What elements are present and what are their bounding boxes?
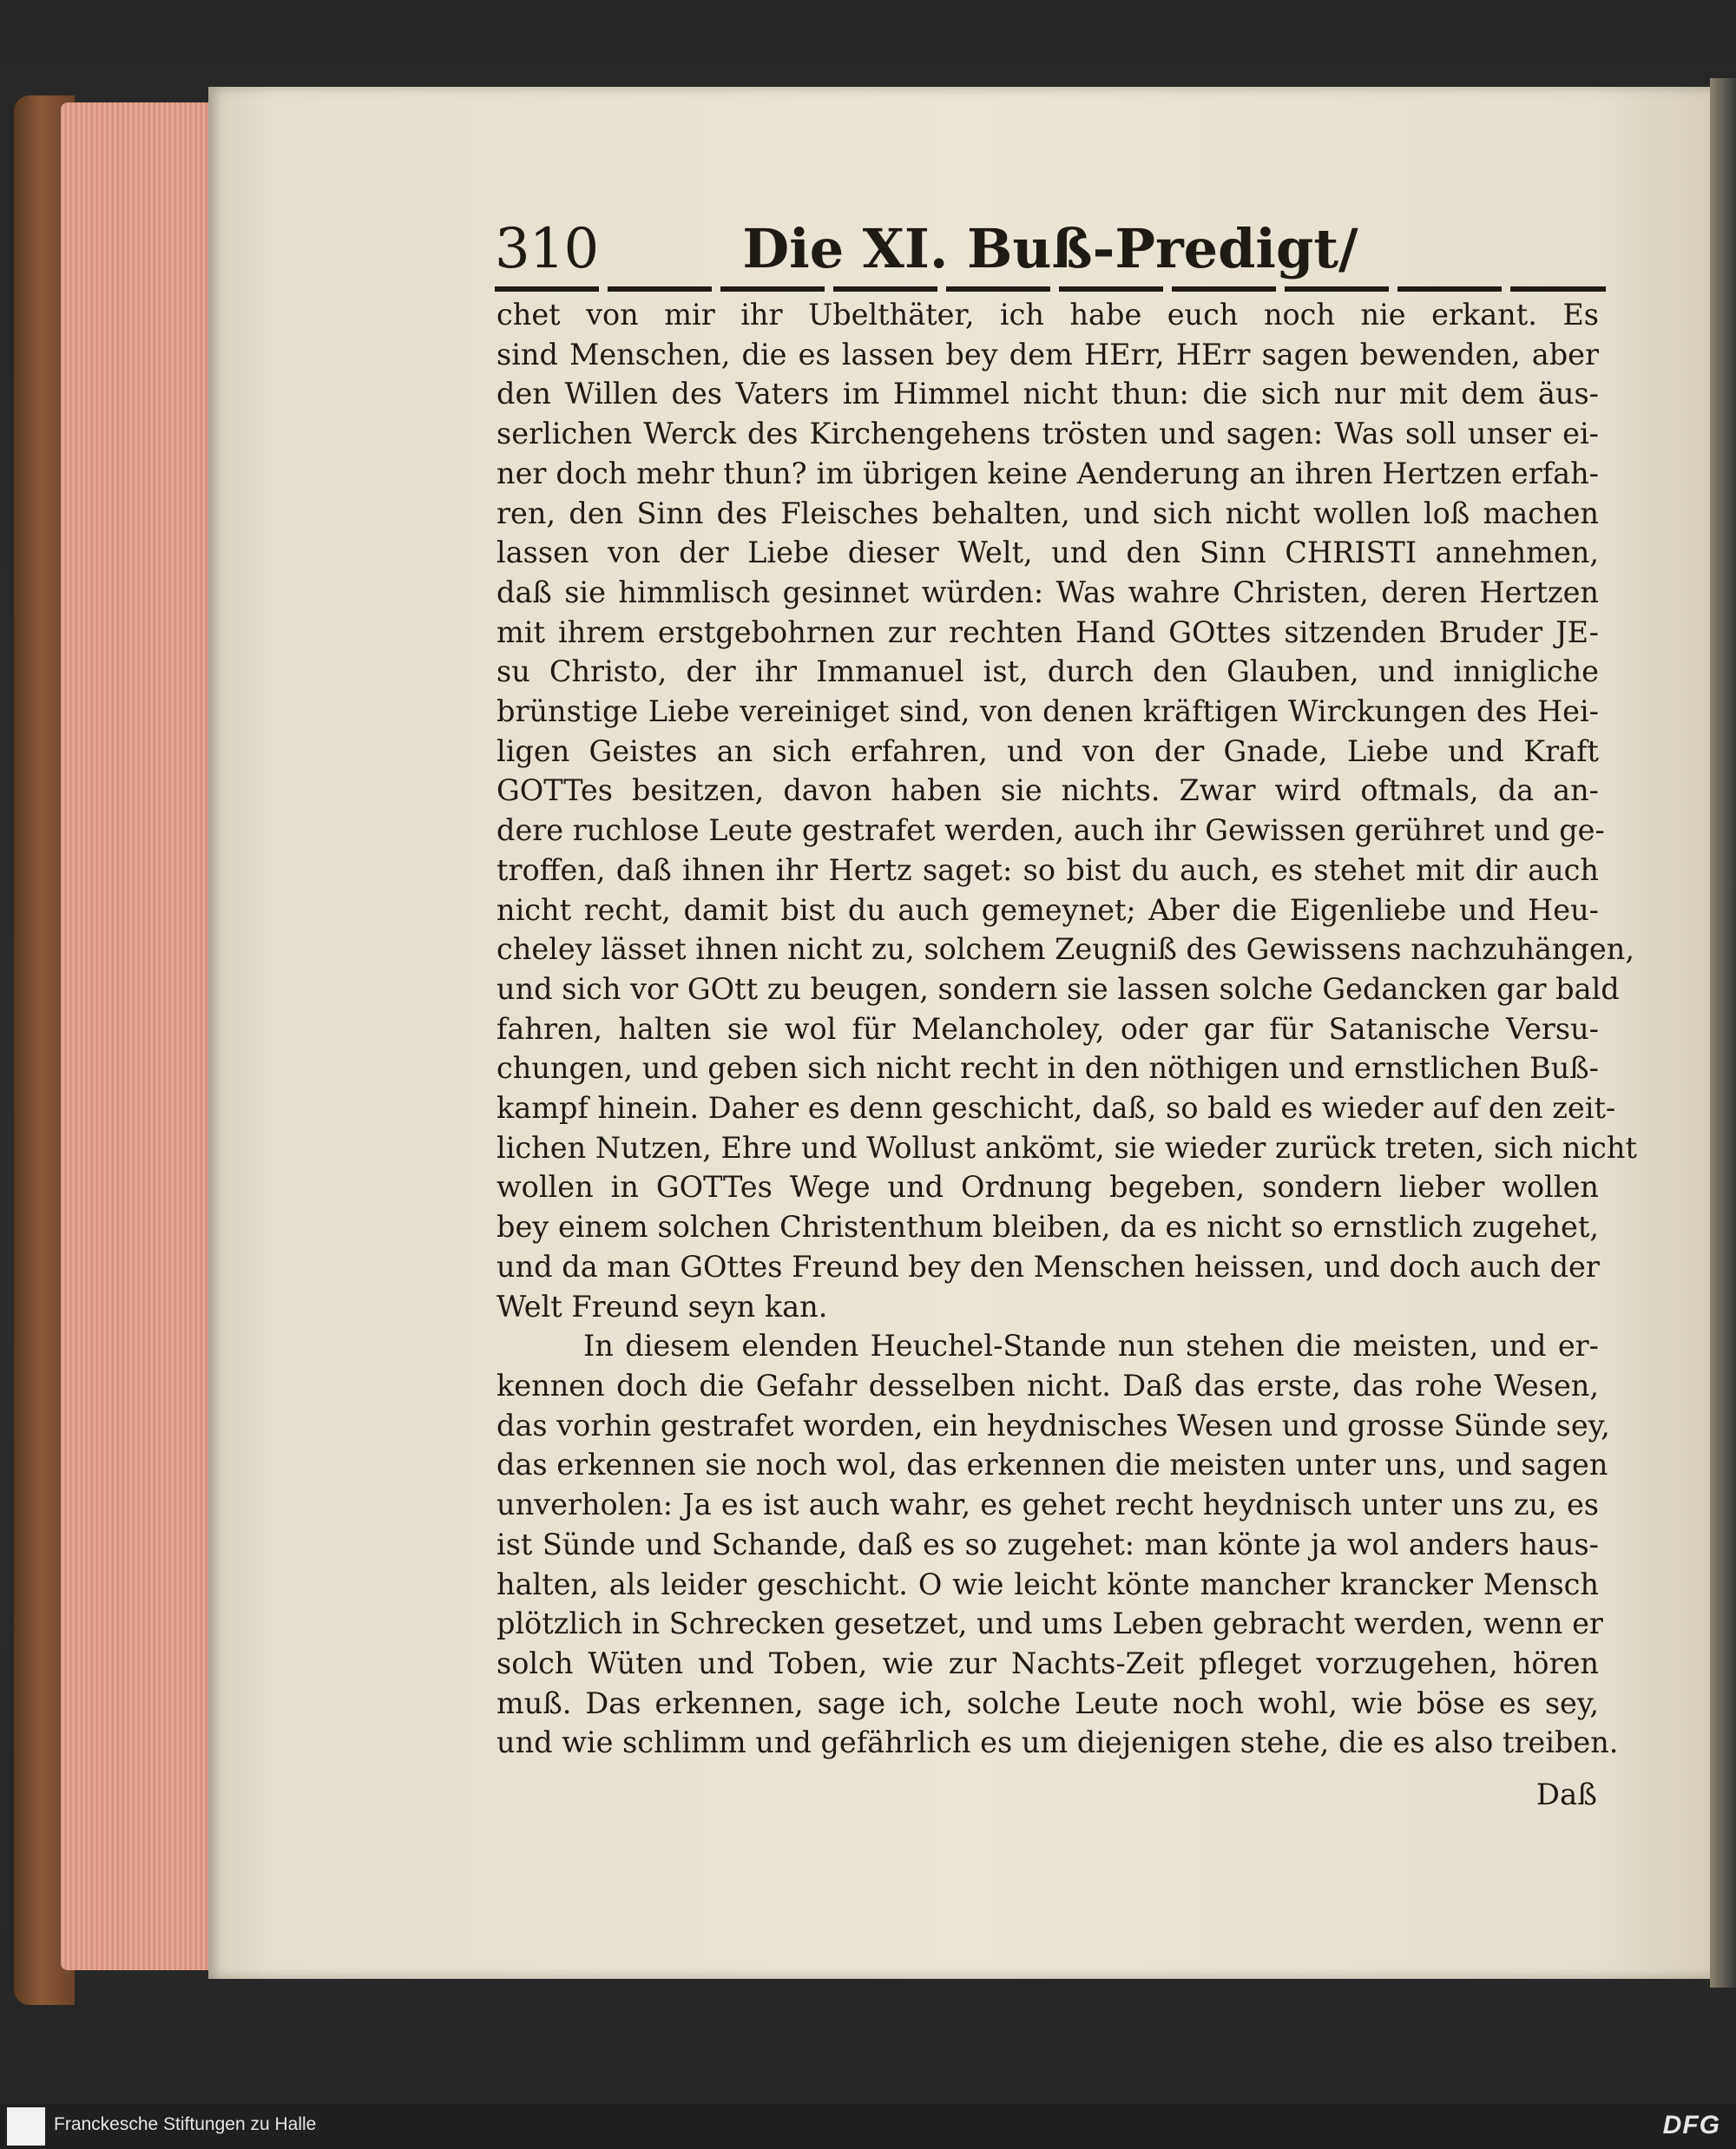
text-line: solch Wüten und Toben, wie zur Nachts-Zeit pfleget vorzugehen, hören (496, 1646, 1599, 1680)
text-line: und wie schlimm und gefährlich es um diejenigen stehe, die es also treiben. (496, 1725, 1619, 1760)
text-line: bey einem solchen Christenthum bleiben, da es nicht so ernstlich zugehet, (496, 1210, 1599, 1245)
text-line: plötzlich in Schrecken gesetzet, und ums Leben gebracht werden, wenn er (496, 1607, 1603, 1641)
body-text (496, 295, 1637, 1763)
text-line: sind Menschen, die es lassen bey dem HErr, HErr sagen bewenden, aber (496, 337, 1599, 371)
text-line: su Christo, der ihr Immanuel ist, durch den Glauben, und innigliche (496, 654, 1599, 689)
viewer-footer (0, 2104, 1736, 2149)
text-line: cheley lässet ihnen nicht zu, solchem Zeugniß des Gewissens nachzuhängen, (496, 932, 1634, 967)
text-line: das erkennen sie noch wol, das erkennen die meisten unter uns, und sagen (496, 1448, 1608, 1482)
text-line: kennen doch die Gefahr desselben nicht. Daß das erste, das rohe Wesen, (496, 1368, 1599, 1403)
text-line: Welt Freund seyn kan. (496, 1289, 828, 1324)
text-line: kampf hinein. Daher es denn geschicht, daß, so bald es wieder auf den zeit- (496, 1091, 1616, 1126)
dfg-logo: DFG (1662, 2111, 1720, 2139)
text-line: mit ihrem erstgebohrnen zur rechten Hand GOttes sitzenden Bruder JE- (496, 614, 1599, 649)
text-line: halten, als leider geschicht. O wie leicht könte mancher krancker Mensch (496, 1567, 1599, 1601)
text-line: lichen Nutzen, Ehre und Wollust ankömt, sie wieder zurück treten, sich nicht (496, 1130, 1637, 1165)
text-line: dere ruchlose Leute gestrafet werden, auch ihr Gewissen gerühret und ge- (496, 813, 1605, 848)
text-line: brünstige Liebe vereiniget sind, von denen kräftigen Wirckungen des Hei- (496, 694, 1599, 729)
text-line: nicht recht, damit bist du auch gemeynet; Aber die Eigenliebe und Heu- (496, 892, 1599, 927)
text-line: troffen, daß ihnen ihr Hertz saget: so bist du auch, es stehet mit dir auch (496, 852, 1599, 887)
text-line: serlichen Werck des Kirchengehens trösten und sagen: Was soll unser ei- (496, 417, 1599, 451)
text-line: lassen von der Liebe dieser Welt, und den Sinn CHRISTI annehmen, (496, 536, 1599, 570)
page-number: 310 (495, 217, 599, 281)
header-rule (495, 286, 1606, 292)
text-line: unverholen: Ja es ist auch wahr, es gehet recht heydnisch unter uns zu, es (496, 1488, 1599, 1522)
catchword: Daß (1535, 1778, 1597, 1812)
text-line: fahren, halten sie wol für Melancholey, oder gar für Satanische Versu- (496, 1011, 1599, 1046)
page-header (495, 217, 1606, 286)
institution-logo-icon[interactable] (7, 2107, 45, 2146)
text-line: ligen Geistes an sich erfahren, und von der Gnade, Liebe und Kraft (496, 733, 1599, 768)
text-line: den Willen des Vaters im Himmel nicht thun: die sich nur mit dem äus- (496, 377, 1599, 411)
text-line: muß. Das erkennen, sage ich, solche Leute noch wohl, wie böse es sey, (496, 1686, 1599, 1720)
text-line: ist Sünde und Schande, daß es so zugehet: man könte ja wol anders haus- (496, 1527, 1599, 1561)
gutter-shadow (1710, 78, 1736, 1988)
page-edges (61, 102, 217, 1970)
text-line: wollen in GOTTes Wege und Ordnung begeben, sondern lieber wollen (496, 1170, 1599, 1205)
text-line: ner doch mehr thun? im übrigen keine Aenderung an ihren Hertzen erfah- (496, 456, 1599, 490)
text-line: das vorhin gestrafet worden, ein heydnisches Wesen und grosse Sünde sey, (496, 1408, 1610, 1443)
institution-name: Franckesche Stiftungen zu Halle (54, 2114, 317, 2134)
text-line: daß sie himmlisch gesinnet würden: Was wahre Christen, deren Hertzen (496, 575, 1599, 609)
text-line: ren, den Sinn des Fleisches behalten, und sich nicht wollen loß machen (496, 496, 1599, 530)
text-line: chet von mir ihr Ubelthäter, ich habe euch noch nie erkant. Es (496, 298, 1599, 332)
text-line: GOTTes besitzen, davon haben sie nichts. Zwar wird oftmals, da an- (496, 773, 1599, 808)
running-title: Die XI. Buß-Predigt/ (742, 217, 1358, 280)
text-line: und sich vor GOtt zu beugen, sondern sie lassen solche Gedancken gar bald (496, 971, 1620, 1006)
text-line: und da man GOttes Freund bey den Menschen heissen, und doch auch der (496, 1249, 1600, 1284)
text-line: In diesem elenden Heuchel-Stande nun stehen die meisten, und er- (583, 1329, 1599, 1364)
text-line: chungen, und geben sich nicht recht in den nöthigen und ernstlichen Buß- (496, 1051, 1599, 1086)
